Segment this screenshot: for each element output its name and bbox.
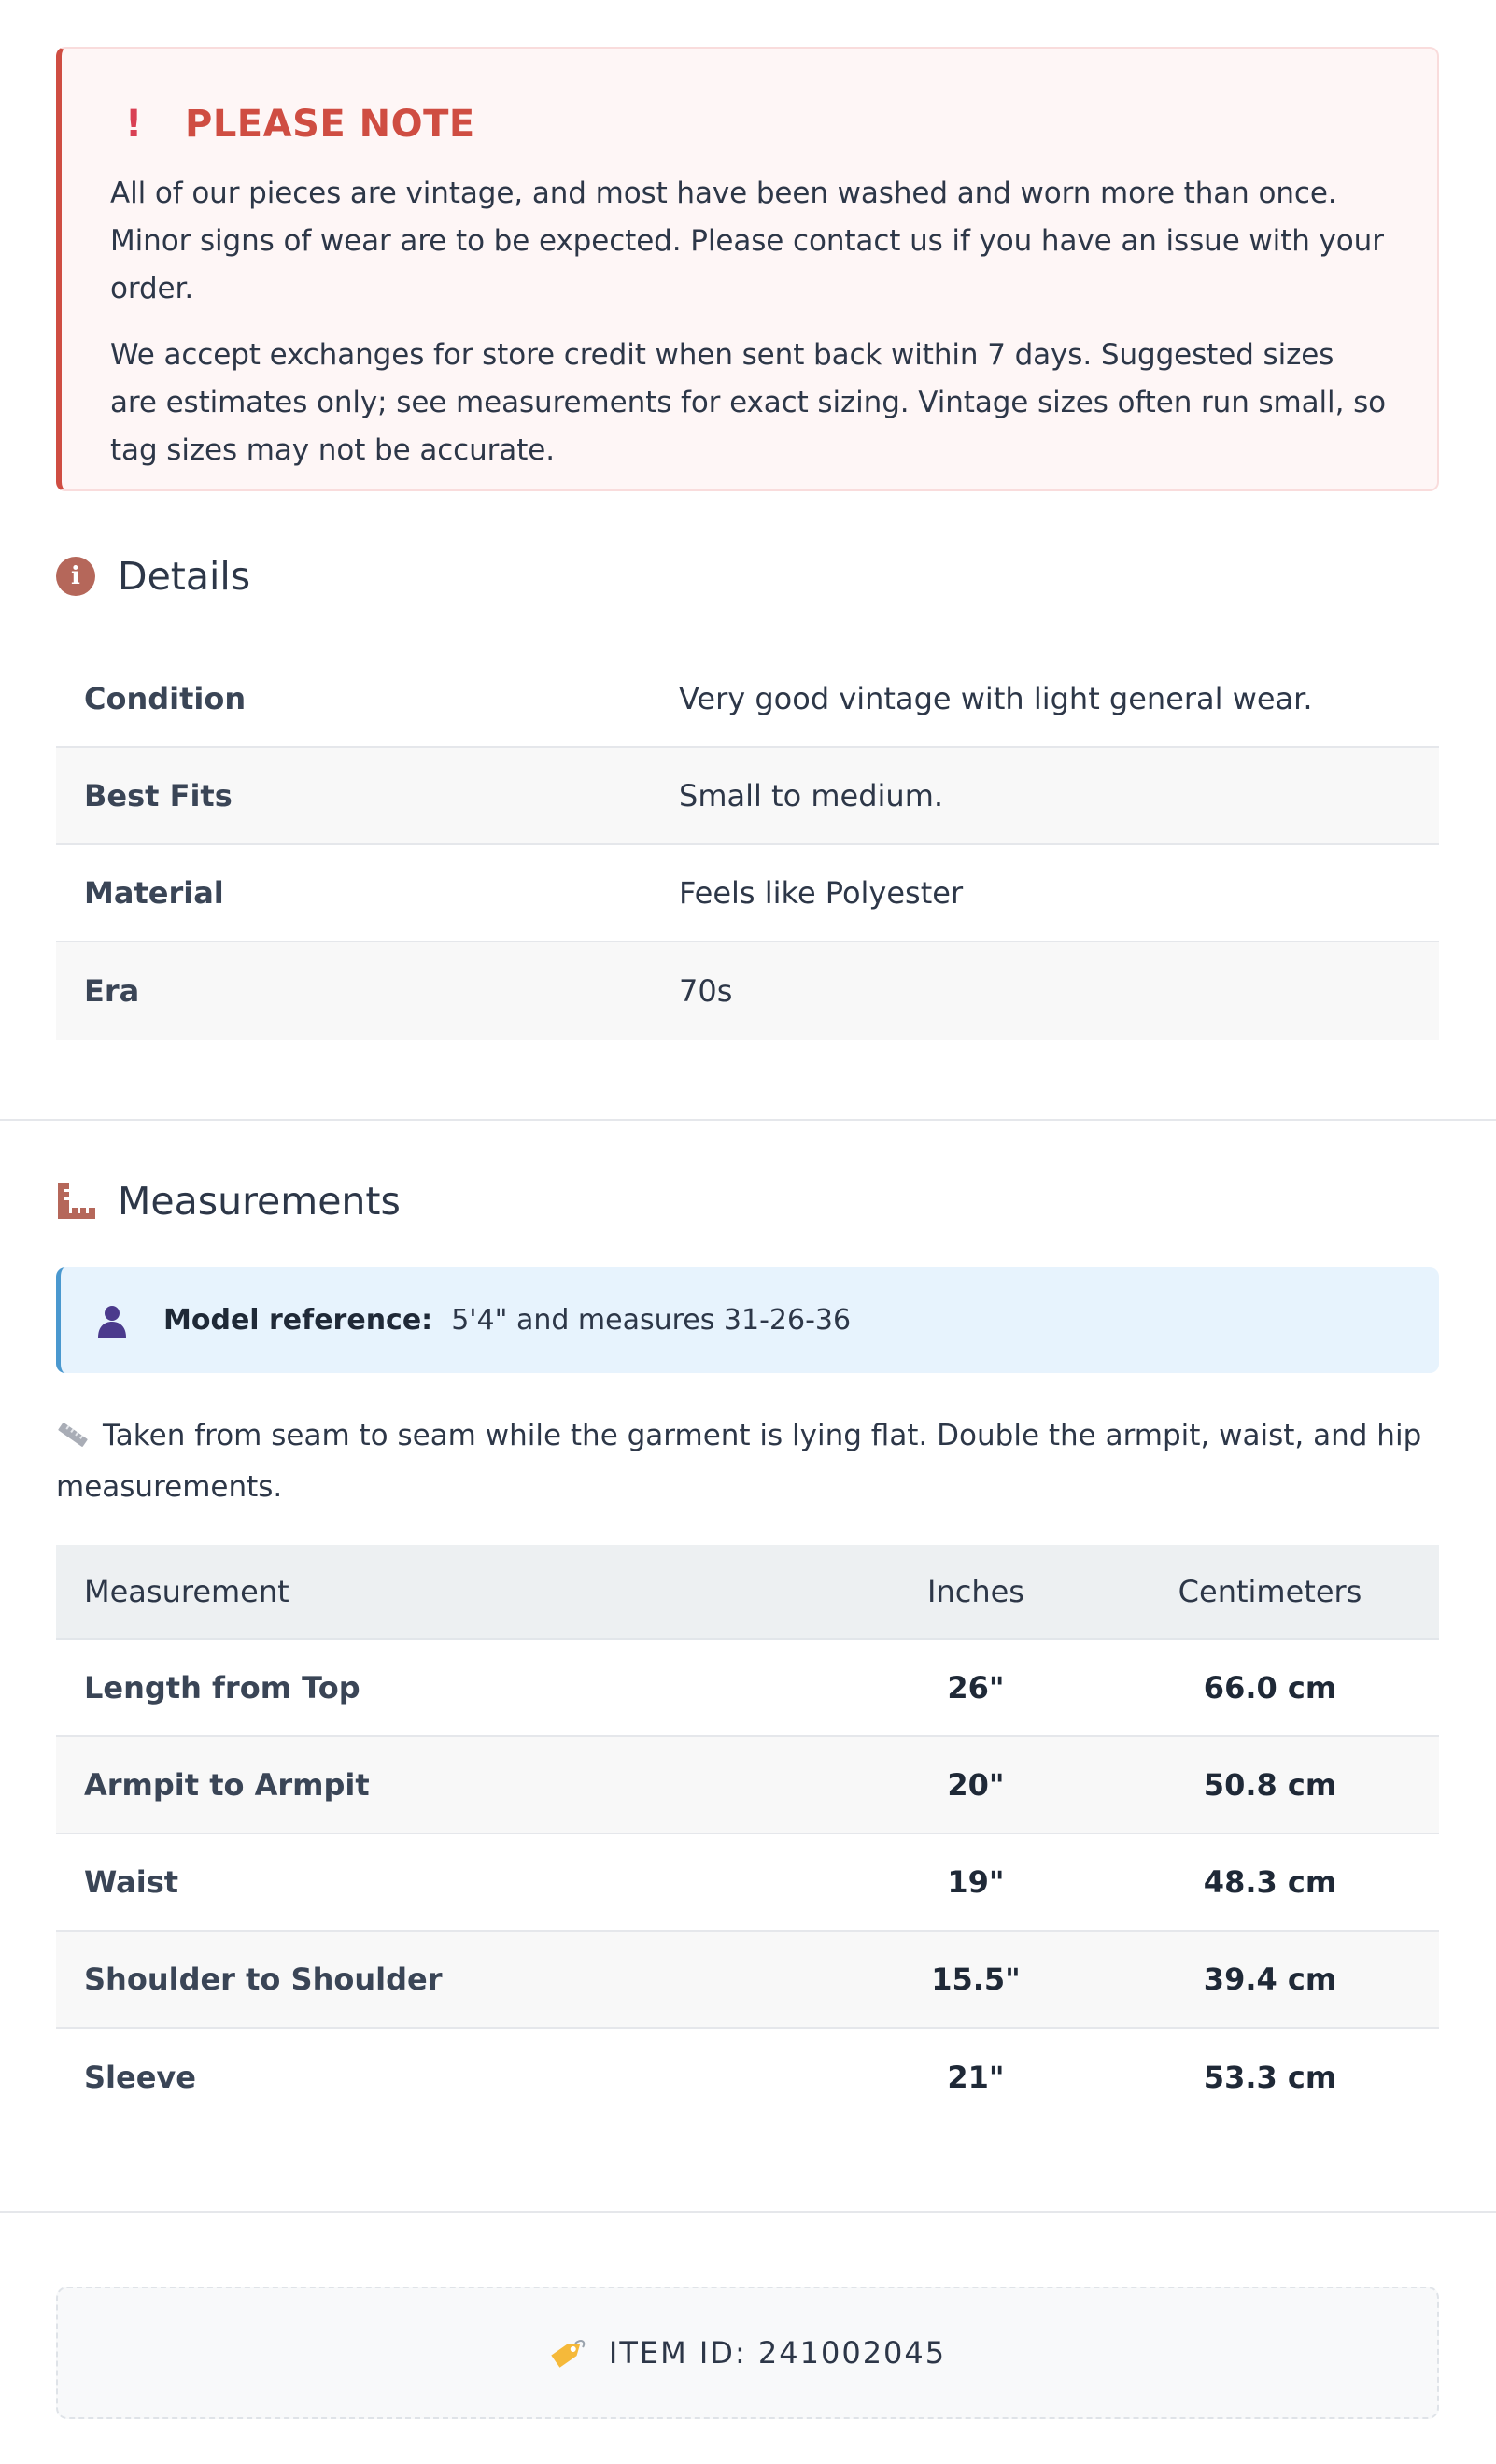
measurement-cm: 53.3 cm [1203, 2060, 1337, 2095]
measurements-table [56, 1545, 1439, 2126]
column-header: Measurement [84, 1574, 289, 1609]
measurement-cm: 39.4 cm [1203, 1961, 1337, 1997]
table-row [56, 1932, 1439, 2029]
details-header [56, 548, 250, 604]
table-row [56, 1834, 1439, 1932]
details-title: Details [118, 554, 251, 599]
measurement-inches: 20" [947, 1767, 1005, 1803]
measurement-cm: 66.0 cm [1203, 1670, 1337, 1706]
measurement-inches: 26" [947, 1670, 1005, 1706]
measurements-title: Measurements [118, 1179, 401, 1224]
ruler-icon [56, 1182, 118, 1221]
measurement-cm: 48.3 cm [1203, 1864, 1337, 1900]
measurement-name: Length from Top [84, 1670, 360, 1706]
tag-icon [549, 2336, 586, 2370]
details-label: Condition [84, 681, 247, 716]
details-value: Very good vintage with light general wear. [679, 681, 1313, 716]
model-reference-value: 5'4" and measures 31-26-36 [451, 1304, 852, 1337]
measurement-inches: 15.5" [931, 1961, 1021, 1997]
please-note-box [56, 47, 1439, 491]
details-row [56, 942, 1439, 1040]
measurement-cm: 50.8 cm [1203, 1767, 1337, 1803]
section-divider [0, 2211, 1496, 2213]
table-row [56, 1640, 1439, 1737]
details-value: 70s [679, 973, 733, 1009]
model-reference-label: Model reference: [163, 1304, 433, 1337]
measurement-inches: 19" [947, 1864, 1005, 1900]
info-circle-icon: i [56, 557, 118, 596]
measurement-name: Sleeve [84, 2060, 196, 2095]
section-divider [0, 1119, 1496, 1121]
notice-paragraph: All of our pieces are vintage, and most have been washed and worn more than once. Minor signs of wear are to be expected. Please contact us if you have an issue with your order. [110, 177, 1384, 305]
model-reference-box [56, 1267, 1439, 1373]
exclamation-icon: ! [125, 103, 143, 146]
details-row [56, 651, 1439, 748]
notice-header [110, 101, 1389, 148]
measurements-header [56, 1173, 401, 1229]
details-label: Best Fits [84, 778, 233, 814]
table-row [56, 1737, 1439, 1834]
measurement-inches: 21" [947, 2060, 1005, 2095]
details-label: Material [84, 875, 224, 911]
details-row [56, 748, 1439, 845]
column-header: Inches [927, 1574, 1024, 1609]
item-id-box [56, 2287, 1439, 2419]
measurement-name: Waist [84, 1864, 179, 1900]
measurement-name: Shoulder to Shoulder [84, 1961, 443, 1997]
column-header: Centimeters [1178, 1574, 1362, 1609]
notice-title: PLEASE NOTE [185, 103, 475, 146]
measurement-name: Armpit to Armpit [84, 1767, 370, 1803]
table-header-row [56, 1545, 1439, 1640]
straight-ruler-icon [56, 1416, 90, 1464]
user-icon [96, 1304, 163, 1338]
details-label: Era [84, 973, 140, 1009]
details-value: Small to medium. [679, 778, 944, 814]
details-row [56, 845, 1439, 942]
details-value: Feels like Polyester [679, 875, 964, 911]
table-row [56, 2029, 1439, 2126]
measurement-note-text: Taken from seam to seam while the garment is lying flat. Double the armpit, waist, and hip measurements. [56, 1419, 1422, 1504]
item-id-label: ITEM ID: 241002045 [608, 2335, 947, 2371]
details-table [56, 651, 1439, 1040]
measurement-note [56, 1412, 1439, 1511]
notice-paragraph: We accept exchanges for store credit when sent back within 7 days. Suggested sizes are estimates only; see measurements for exact sizing. Vintage sizes often run small, so tag sizes may not be accurate. [110, 338, 1386, 467]
